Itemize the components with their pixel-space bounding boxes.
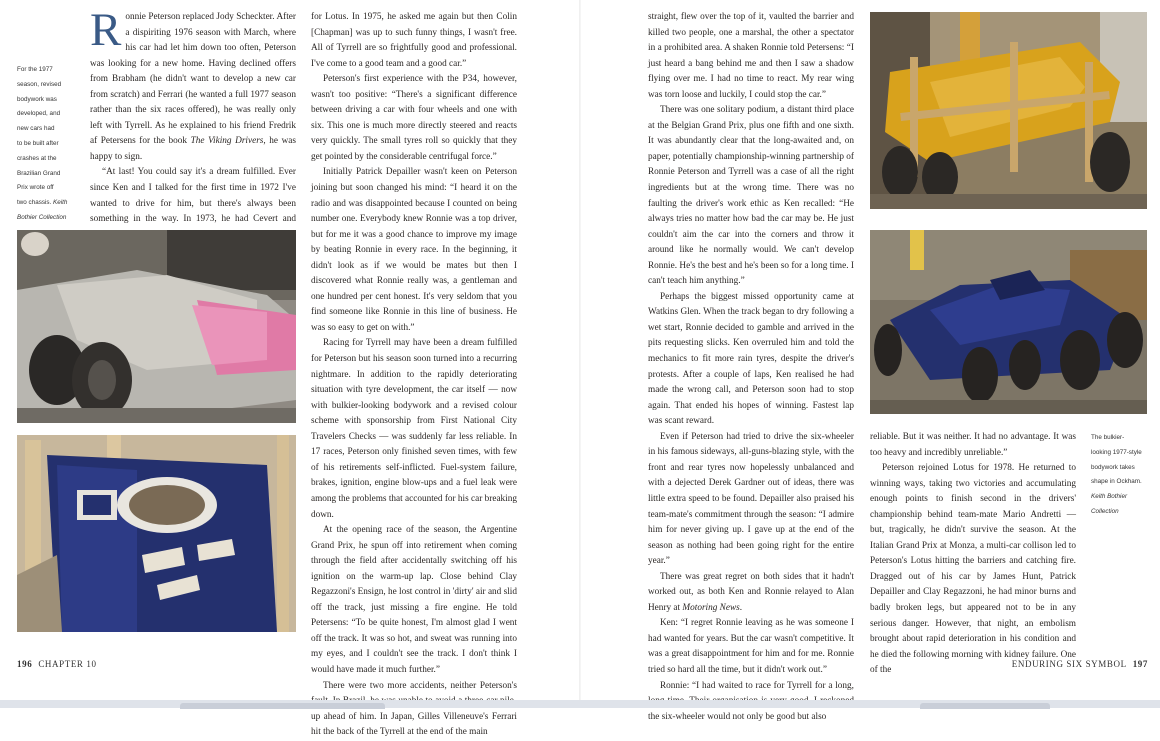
caption-line: to be built after — [17, 139, 59, 147]
paragraph: There was great regret on both sides that it hadn't worked out, as both Ken and Ronnie relayed to Alan Henry at Motoring News. — [648, 571, 854, 613]
page-number: 196 — [17, 659, 33, 669]
chapter-label: ENDURING SIX SYMBOL — [1011, 659, 1127, 669]
paragraph: At the opening race of the season, the Argentine Grand Prix, he spun off into retirement when coming through the field after accidentally switching off his ignition on the warm-up lap. Close behind Clay Regazzoni's Ensign, he lost control in 'dirty' air and slid off the track, just missing a fire engine. He told Petersens: “To be quite honest, I'm almost glad I went off the track. It was so hot, and sweat was running into my eyes, and I couldn't see the track. I don't think I would have made it much further.” — [311, 525, 517, 675]
caption-line: crashes at the — [17, 154, 57, 162]
caption-line: new cars had — [17, 125, 55, 133]
photo-blue-six-wheeler — [870, 230, 1147, 414]
caption-line: For the 1977 — [17, 66, 53, 73]
caption-line: bodywork was — [17, 95, 57, 103]
paragraph: Ken: “I regret Ronnie leaving as he was someone I had wanted for years. But the car wasn't competitive. It was a great disappointment for him and for me. Ronnie tried so hard all the time, but it didn't work out.” — [648, 618, 854, 675]
folio-left — [17, 659, 97, 669]
caption-credit: Keith Bothier Collection — [17, 199, 68, 221]
paragraph: reliable. But it was neither. It had no advantage. It was too heavy and incredibly unreliable.” — [870, 432, 1076, 458]
paragraph: Peterson's first experience with the P34, however, wasn't too positive: “There's a significant difference between driving a car with four wheels and one with six. This one is much more directly steered and reacts very quickly. The small tyres roll so quickly that they get pointed by the considerable centrifugal force.” — [311, 74, 517, 162]
caption-line — [1091, 490, 1153, 520]
caption-credit: Keith Bothier Collection — [1091, 493, 1128, 515]
photo-bodywork-buck — [17, 230, 296, 423]
paragraph: There were two more accidents, neither Peterson's up ahead of him. In Japan, Gilles Villeneuve's Ferrari hit the back of the Tyrrell at the end of the main — [311, 680, 517, 738]
photo-blue-body-jig — [17, 435, 296, 632]
paragraph: Peterson rejoined Lotus for 1978. He returned to winning ways, taking two victories and accumulating enough points to finish second in the drivers' championship behind team-mate Mario Andretti — but, tragically, he didn't survive the season. At the Italian Grand Prix at Monza, a multi-car collison led to Peterson's Lotus hitting the barriers and catching fire. Dragged out of his car by James Hunt, Patrick Depailler and Clay Regazzoni, he had minor burns and badly broken legs, but appeared not to be in any serious danger. However, that night, an embolism brought about rapid deterioration in his condition and he died the following morning with kidney failure. One of the — [870, 463, 1076, 676]
chapter-label: CHAPTER 10 — [38, 659, 97, 669]
paragraph: “At last! You could say it's a dream fulfilled. Ever since Ken and I talked for the first time in 1972 I've wanted to drive for him, but there's always been something in the way. In 1973, he had Cevert and — [90, 167, 296, 225]
caption-line: season, revised — [17, 80, 62, 88]
paragraph: There was one solitary podium, a distant third place at the Belgian Grand Prix, plus one fifth and one sixth. It was abundantly clear that the long-awaited and, on paper, potentially championship-winning partnership of Ronnie Peterson and Tyrrell was a case of all the right ingredients but at the wrong time. There was no faulting the driver's work ethic as Ken recalled: “He always tries no matter how bad the car may be. He just couldn't aim the car into the corners and throw it around like he normally would. We can't develop Ronnie. He's the best and he's been so for a long time. I can't teach him anything.” — [648, 105, 854, 287]
viewer-bottom-bar — [0, 700, 1160, 708]
paragraph: Ronnie: “I had waited to race for Tyrrell for a long, the six-wheeler would not only be good but also — [648, 680, 854, 722]
caption-line: bodywork takes — [1091, 463, 1135, 471]
paragraph: for Lotus. In 1975, he asked me again but then Colin [Chapman] was up to such funny things, I wasn't free. All of Tyrrell are so frightfully good and professional. I've come to a good team and a good car.” — [311, 12, 517, 69]
paragraph: straight, flew over the top of it, vaulted the barrier and killed two people, one a marshal, the other a spectator in a prohibited area. A shaken Ronnie told Petersens: “I just heard a bang behind me and then I saw a shadow flying over me. I had no time to react. My rear wing was torn loose and luckily, I could stop the car.” — [648, 12, 854, 100]
caption-left — [17, 63, 77, 226]
text-column-2 — [311, 10, 517, 738]
caption-line: Prix wrote off — [17, 184, 54, 192]
paragraph: Perhaps the biggest missed opportunity came at Watkins Glen. When the track began to dry following a wet start, Ronnie decided to gamble and arrived in the pits requesting slicks. Ken overruled him and told the mechanics to fit more rain tyres, despite the driver's protests. After a couple of laps, Ken realised he had made the wrong call, and Peterson soon had to stop again. That ended his hopes of winning. Fastest lap was scant reward. — [648, 291, 854, 427]
viewer-tab[interactable] — [920, 703, 1050, 709]
caption-line: two chassis. Keith Bothier Collection — [17, 199, 68, 221]
caption-right — [1091, 431, 1153, 520]
viewer-tab[interactable] — [180, 703, 385, 709]
folio-right — [1012, 659, 1148, 669]
caption-line: looking 1977-style — [1091, 448, 1142, 456]
text-column-3 — [648, 10, 854, 722]
paragraph: Even if Peterson had tried to drive the six-wheeler in his famous sideways, all-guns-blazing style, with the front and rear tyres now hopelessly unbalanced and with a dejected Derek Gardner out of ideas, there was little extra speed to be found. Depailler also praised his team-mate's commitment through the season: “I admire him for never giving up. I gave up at the end of the season as nothing had been going right for the entire year.” — [648, 431, 854, 567]
paragraph: Racing for Tyrrell may have been a dream fulfilled for Peterson but his season soon turned into a recurring nightmare. In addition to the rapidly deteriorating situation with tyre development, the car itself — now with bulkier-looking bodywork and a revised colour scheme with sponsorship from First National City Travelers Checks — was suddenly far less reliable. In 17 races, Peterson only finished seven times, with few of his retirements self-inflicted. Fuel-system failure, brakes, ignition, engine blow-ups and a fuel leak were among the problems that accounted for his car breaking down. — [311, 338, 517, 520]
text-column-1 — [90, 4, 296, 225]
book-gutter — [579, 0, 581, 700]
photo-yellow-body-trolley — [870, 12, 1147, 209]
drop-cap: R — [90, 4, 122, 56]
caption-line: developed, and — [17, 110, 61, 118]
paragraph: Initially Patrick Depailler wasn't keen on Peterson joining but soon changed his mind: “I heard it on the radio and was disappointed because I counted on being number one. Everybody knew Ronnie was a top driver, but for me it was a good chance to improve my image by beating Ronnie in every race. In the beginning, it didn't look as if we would be mates but then I discovered what Ronnie really was, a gentleman and one hundred per cent honest. It's very seldom that you find someone like Ronnie in this line of business. He was so easy to get on with.” — [311, 167, 517, 333]
page-number: 197 — [1132, 659, 1148, 669]
caption-line: Brazilian Grand — [17, 169, 61, 177]
caption-line: shape in Ockham. — [1091, 478, 1142, 486]
paragraph: Ronnie Peterson replaced Jody Scheckter. After a dispiriting 1976 season with March, where his car had let him down too often, Peterson was looking for a new home. Having declined offers from Brabham (he didn't want to develop a new car from scratch) and Ferrari (he wanted a full 1977 season rather than the six races offered), he was really only left with Tyrrell. As he explained to his friend Fredrik af Petersens for the book The Viking Drivers, he was happy to sign. — [90, 4, 296, 162]
caption-line: The bulkier- — [1091, 434, 1125, 441]
